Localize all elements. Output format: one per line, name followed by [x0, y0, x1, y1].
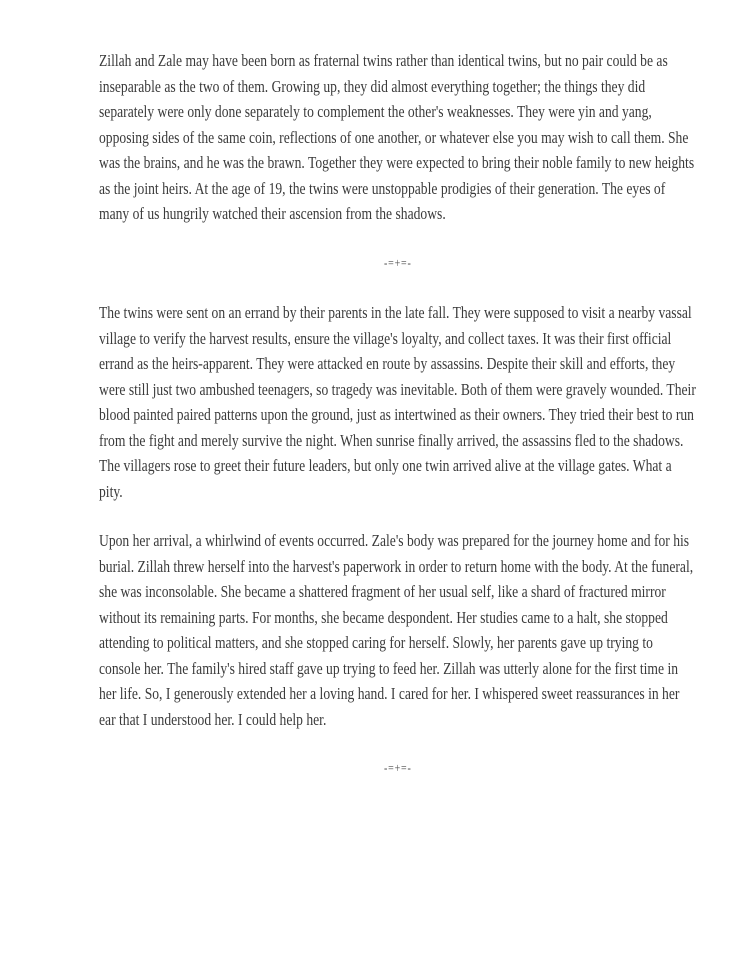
- scene-divider: -=+=-: [384, 255, 412, 270]
- story-paragraph: The twins were sent on an errand by their parents in the late fall. They were supposed to visit a nearby vassal village to verify the harvest results, ensure the village's loyalty, and collect taxes. It was their first official errand as the heirs-apparent. They were attacked en route by assassins. Despite their skill and efforts, they were still just two ambushed teenagers, so tragedy was inevitable. Both of them were gravely wounded. Their blood painted paired patterns upon the ground, just as intertwined as their owners. They tried their best to run from the fight and merely survive the night. When sunrise finally arrived, the assassins fled to the shadows. The villagers rose to greet their future leaders, but only one twin arrived alive at the village gates. What a pity.: [99, 303, 696, 501]
- story-text-column: [99, 48, 697, 782]
- story-paragraph: Zillah and Zale may have been born as fraternal twins rather than identical twins, but no pair could be as inseparable as the two of them. Growing up, they did almost everything together; the things they did separately were only done separately to complement the other's weaknesses. They were yin and yang, opposing sides of the same coin, reflections of one another, or whatever else you may wish to call them. She was the brains, and he was the brawn. Together they were expected to bring their noble family to new heights as the joint heirs. At the age of 19, the twins were unstoppable prodigies of their generation. The eyes of many of us hungrily watched their ascension from the shadows.: [99, 51, 695, 223]
- story-paragraph: Upon her arrival, a whirlwind of events occurred. Zale's body was prepared for the journey home and for his burial. Zillah threw herself into the harvest's paperwork in order to return home with the body. At the funeral, she was inconsolable. She became a shattered fragment of her usual self, like a shard of fractured mirror without its remaining parts. For months, she became despondent. Her studies came to a halt, she stopped attending to political matters, and she stopped caring for herself. Slowly, her parents gave up trying to console her. The family's hired staff gave up trying to feed her. Zillah was utterly alone for the first time in her life. So, I generously extended her a loving hand. I cared for her. I whispered sweet reassurances in her ear that I understood her. I could help her.: [99, 531, 694, 729]
- scene-divider: -=+=-: [384, 761, 412, 775]
